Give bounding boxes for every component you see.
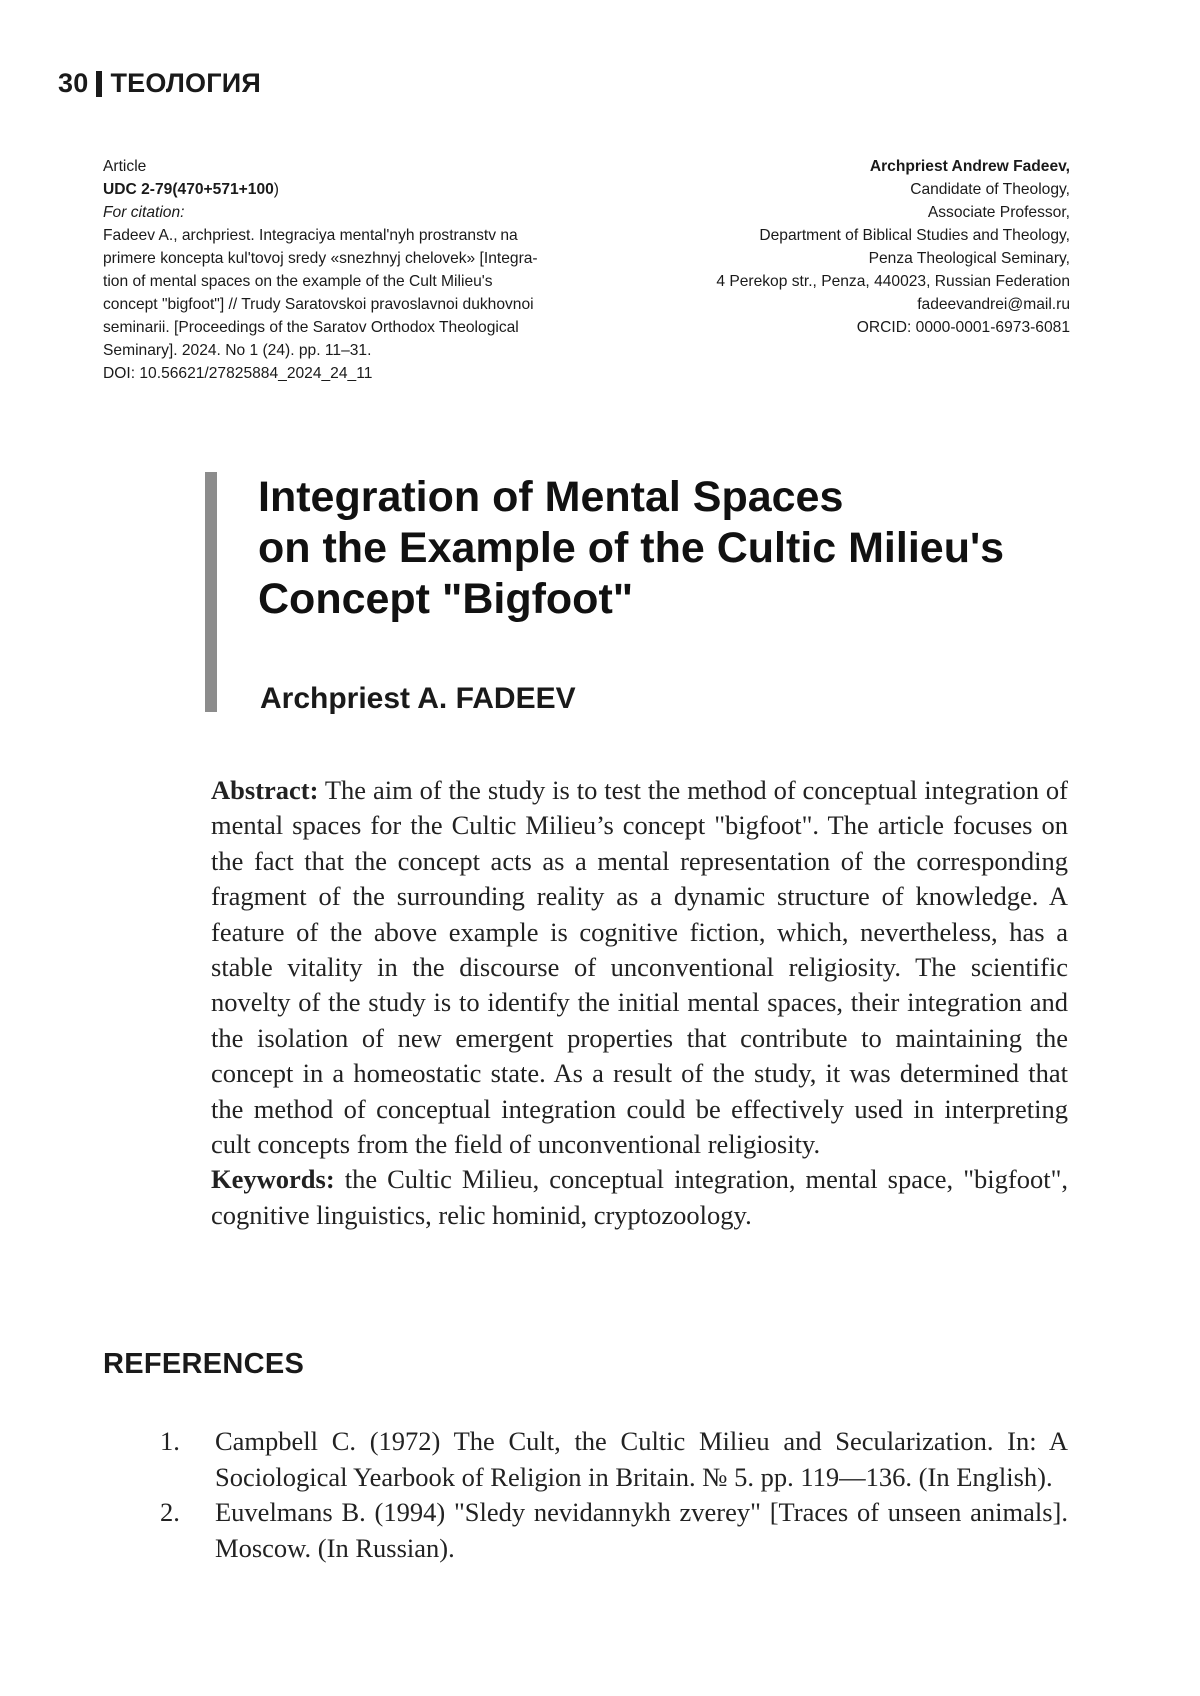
abstract-label: Abstract: [211,775,319,805]
reference-text: Euvelmans B. (1994) "Sledy nevidannykh zverey" [Traces of unseen animals]. Moscow. (In Russian). [215,1497,1068,1563]
citation-line: tion of mental spaces on the example of the Cult Milieu's [103,273,493,290]
separator-bar [96,71,102,97]
references-heading: REFERENCES [103,1348,305,1380]
running-head [58,68,261,99]
reference-item [160,1495,1068,1566]
udc-close: ) [273,181,279,198]
title-line: Integration of Mental Spaces [258,473,844,521]
author-full-name: Archpriest Andrew Fadeev, [869,158,1070,175]
author-email: fadeevandrei@mail.ru [917,296,1070,313]
affiliation-line: 4 Perekop str., Penza, 440023, Russian Federation [716,273,1070,290]
keywords-paragraph [211,1162,1068,1233]
abstract-section [211,773,1068,1233]
citation-line: Seminary]. 2024. No 1 (24). pp. 11–31. [103,342,372,359]
author-orcid: ORCID: 0000-0001-6973-6081 [856,319,1070,336]
keywords-text: the Cultic Milieu, conceptual integration, mental space, "bigfoot", cognitive linguistics, relic hominid, cryptozoology. [211,1164,1069,1230]
udc-line [103,178,623,201]
affiliation-line: Associate Professor, [927,204,1070,221]
affiliation-line: Department of Biblical Studies and Theology, [759,227,1070,244]
references-list [160,1424,1068,1566]
citation-line: concept "bigfoot"] // Trudy Saratovskoi pravoslavnoi dukhovnoi [103,296,534,313]
citation-label: For citation: [103,204,185,221]
doi: DOI: 10.56621/27825884_2024_24_11 [103,365,373,382]
reference-text: Campbell C. (1972) The Cult, the Cultic Milieu and Secularization. In: A Sociological Yearbook of Religion in Britain. № 5. pp. 119—136. (In English). [215,1426,1068,1492]
citation-line: seminarii. [Proceedings of the Saratov Orthodox Theological [103,319,519,336]
citation-line: Fadeev A., archpriest. Integraciya mental'nyh prostranstv na [103,227,518,244]
reference-number: 2. [160,1497,180,1527]
affiliation-line: Candidate of Theology, [910,181,1070,198]
affiliation-line: Penza Theological Seminary, [868,250,1070,267]
article-metadata [103,155,623,385]
author-byline: Archpriest A. FADEEV [260,682,576,715]
title-line: Concept "Bigfoot" [258,575,634,623]
reference-item [160,1424,1068,1495]
article-title [258,472,1004,625]
author-affiliation [590,155,1070,339]
keywords-label: Keywords: [211,1164,335,1195]
citation-line: primere koncepta kul'tovoj sredy «snezhnyj chelovek» [Integra- [103,250,538,267]
section-title: ТЕОЛОГИЯ [110,68,261,98]
article-type: Article [103,158,147,175]
title-accent-bar [205,472,217,712]
abstract-text: The aim of the study is to test the method of conceptual integration of mental spaces for the Cultic Milieu’s concept "bigfoot". The article focuses on the fact that the concept acts as a mental representation of the corresponding fragment of the surrounding reality as a dynamic structure of knowledge. A feature of the above example is cognitive fiction, which, nevertheless, has a stable vitality in the discourse of unconventional religiosity. The scientific novelty of the study is to identify the initial mental spaces, their integration and the isolation of new emergent properties that contribute to maintaining the concept in a homeostatic state. As a result of the study, it was determined that the method of conceptual integration could be effectively used in interpreting cult concepts from the field of unconventional religiosity. [211,775,1068,1160]
abstract-paragraph [211,773,1068,1162]
title-block [205,472,1105,715]
udc-code: UDC 2-79(470+571+100 [103,181,274,198]
reference-number: 1. [160,1426,180,1456]
page-number: 30 [58,68,89,98]
title-line: on the Example of the Cultic Milieu's [258,524,1005,572]
